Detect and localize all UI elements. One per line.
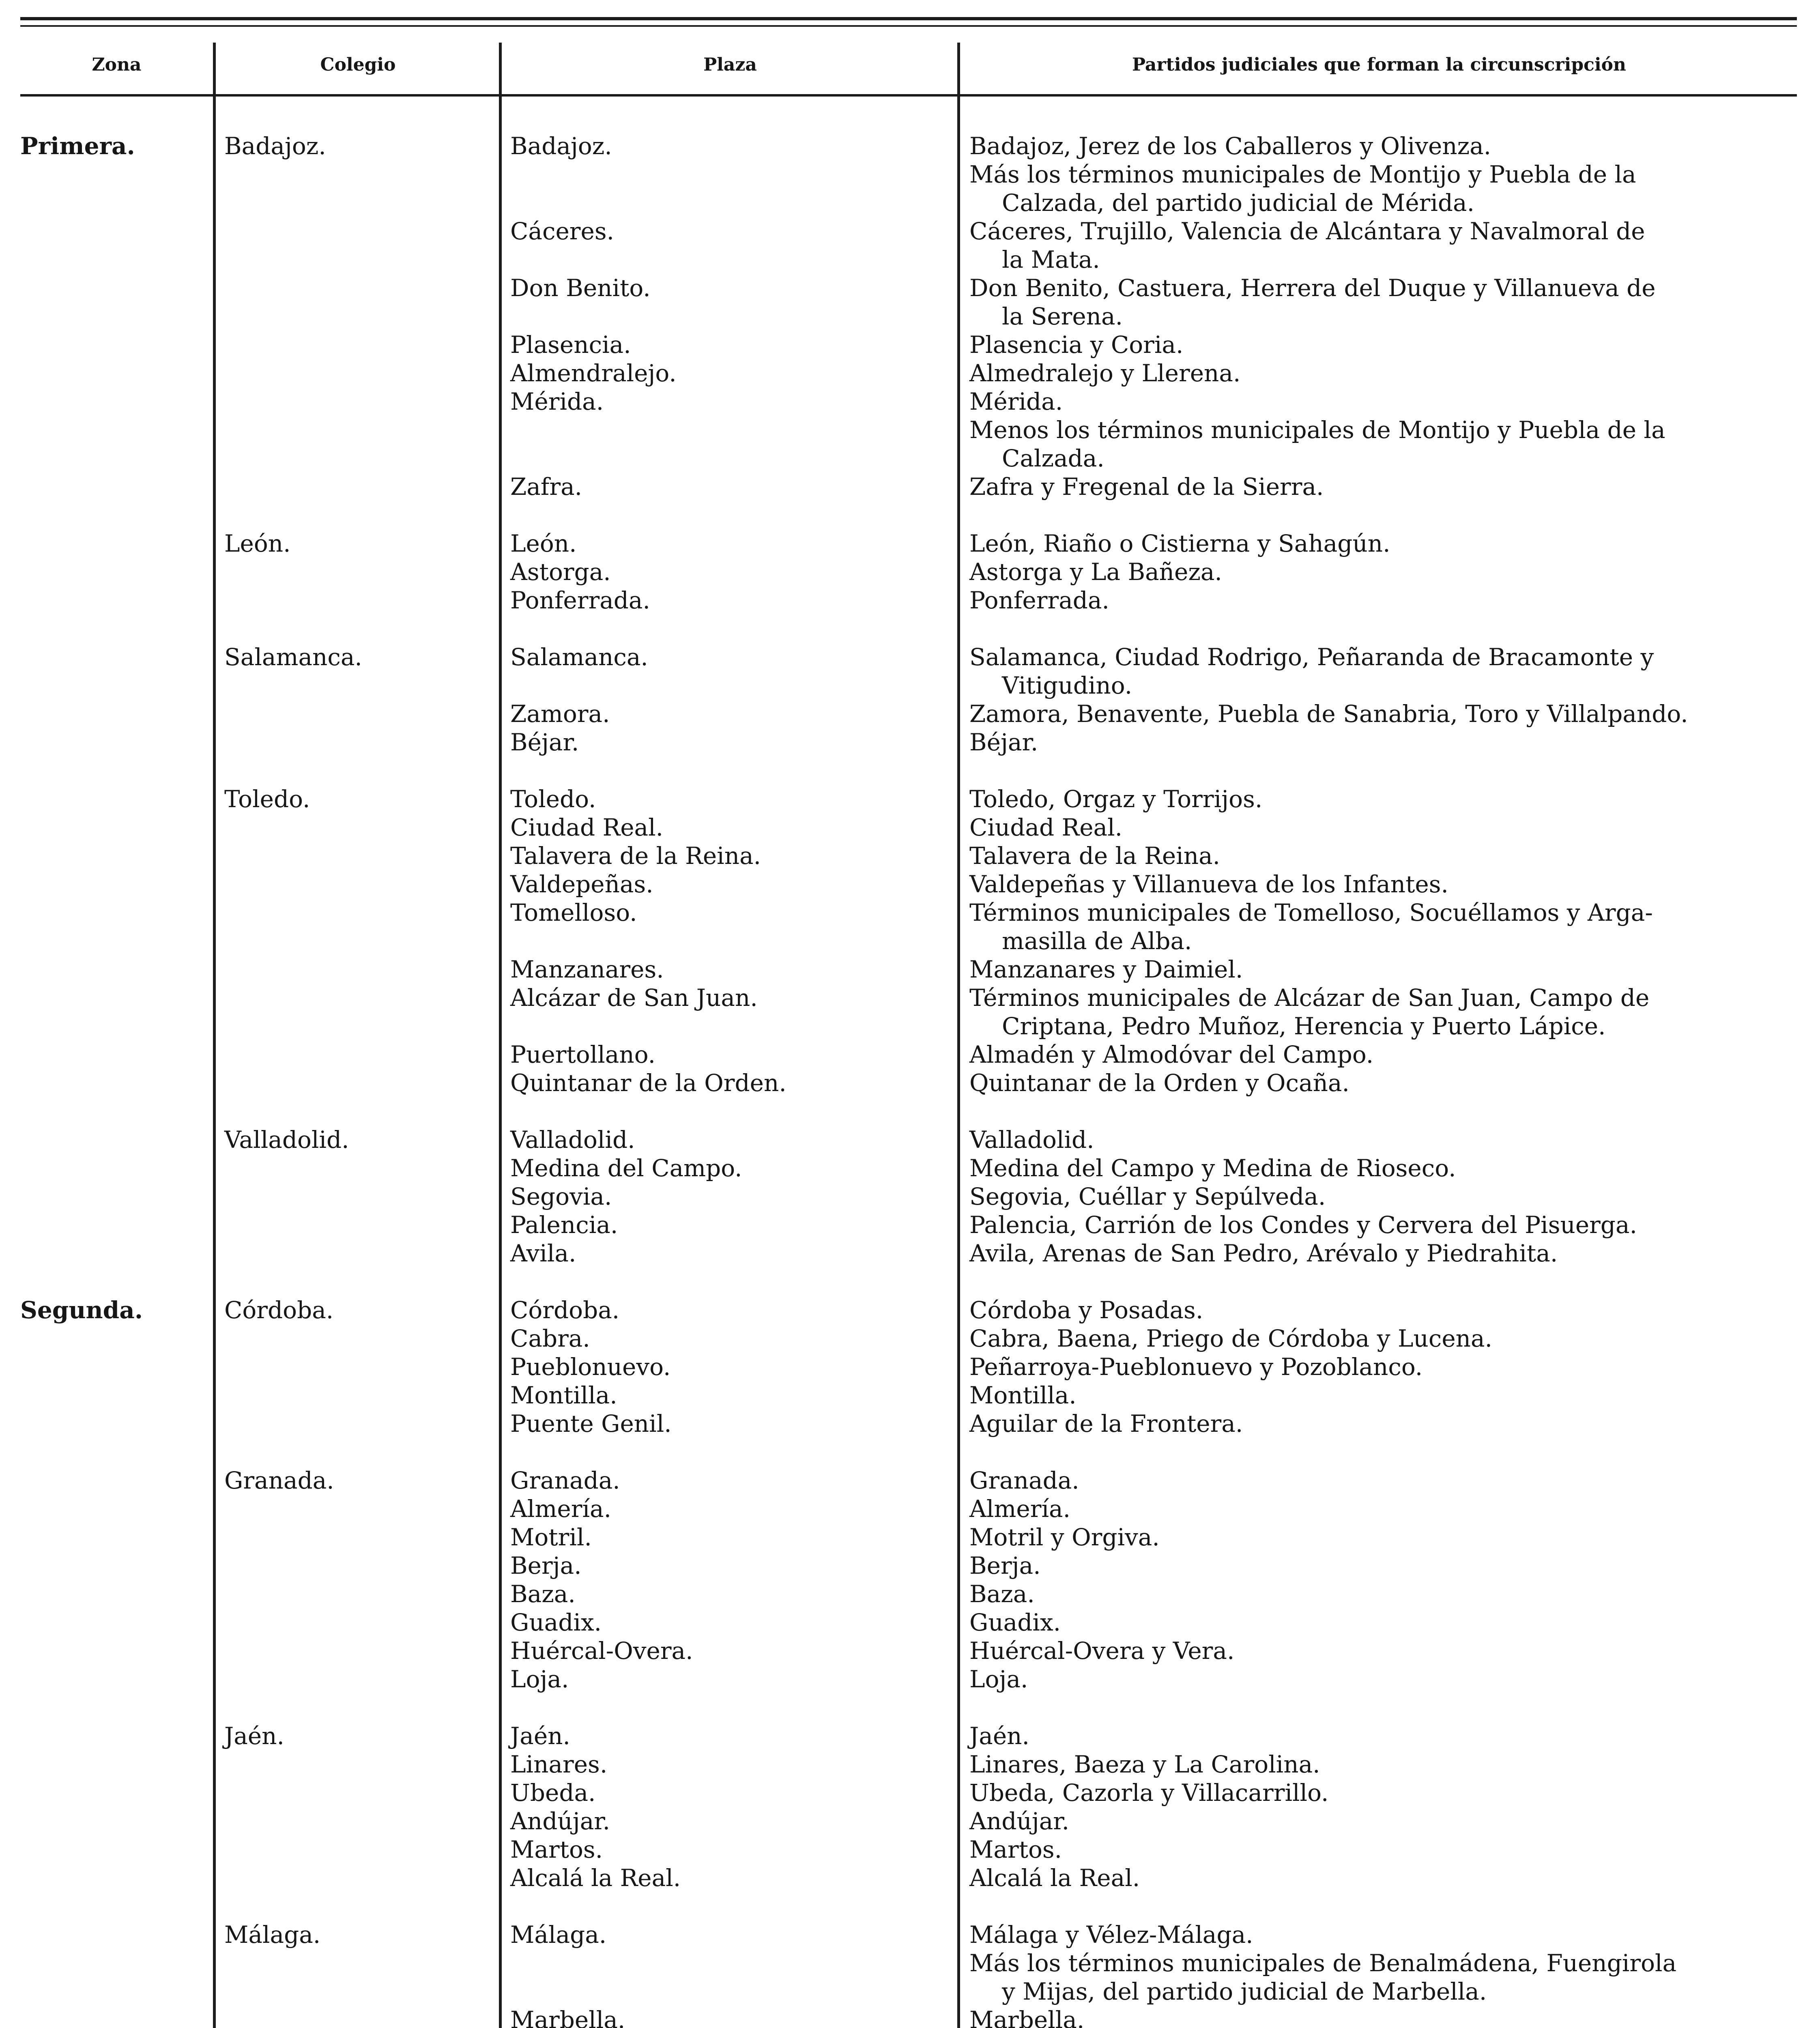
partidos-cell: Baza. xyxy=(969,1580,1035,1608)
plaza-cell: Baza. xyxy=(510,1580,576,1608)
plaza-cell: Mérida. xyxy=(510,388,604,415)
partidos-cell: Calzada, del partido judicial de Mérida. xyxy=(1002,189,1475,217)
column-divider-1 xyxy=(213,43,216,2028)
plaza-cell: Don Benito. xyxy=(510,274,651,302)
partidos-cell: Jaén. xyxy=(969,1722,1029,1750)
plaza-cell: Guadix. xyxy=(510,1609,602,1636)
partidos-cell: y Mijas, del partido judicial de Marbella. xyxy=(1002,1978,1487,2005)
plaza-cell: Manzanares. xyxy=(510,956,664,983)
partidos-cell: Berja. xyxy=(969,1552,1041,1579)
partidos-cell: Ubeda, Cazorla y Villacarrillo. xyxy=(969,1779,1329,1807)
plaza-cell: Córdoba. xyxy=(510,1296,620,1324)
partidos-cell: Medina del Campo y Medina de Rioseco. xyxy=(969,1154,1456,1182)
plaza-cell: Zafra. xyxy=(510,473,582,501)
top-rule-thin xyxy=(20,25,1797,27)
plaza-cell: Ponferrada. xyxy=(510,586,650,614)
partidos-cell: Astorga y La Bañeza. xyxy=(969,558,1222,586)
plaza-cell: Loja. xyxy=(510,1665,569,1693)
partidos-cell: Almadén y Almodóvar del Campo. xyxy=(969,1041,1374,1068)
partidos-cell: Almería. xyxy=(969,1495,1071,1523)
plaza-cell: Puente Genil. xyxy=(510,1410,672,1437)
partidos-cell: Avila, Arenas de San Pedro, Arévalo y Piedrahita. xyxy=(969,1240,1558,1267)
plaza-cell: Linares. xyxy=(510,1751,608,1778)
plaza-cell: Motril. xyxy=(510,1523,592,1551)
plaza-cell: Segovia. xyxy=(510,1183,612,1210)
partidos-cell: Martos. xyxy=(969,1836,1062,1863)
colegio-cell: Valladolid. xyxy=(224,1126,349,1154)
plaza-cell: Montilla. xyxy=(510,1381,617,1409)
colegio-cell: Córdoba. xyxy=(224,1296,334,1324)
plaza-cell: Ubeda. xyxy=(510,1779,596,1807)
partidos-cell: masilla de Alba. xyxy=(1002,927,1192,955)
partidos-cell: León, Riaño o Cistierna y Sahagún. xyxy=(969,530,1390,557)
colegio-cell: Málaga. xyxy=(224,1921,321,1949)
header-partidos: Partidos judiciales que forman la circunscripción xyxy=(1132,54,1626,75)
partidos-cell: Marbella. xyxy=(969,2006,1085,2028)
partidos-cell: Linares, Baeza y La Carolina. xyxy=(969,1751,1320,1778)
partidos-cell: Aguilar de la Frontera. xyxy=(969,1410,1243,1437)
colegio-cell: Granada. xyxy=(224,1467,334,1494)
partidos-cell: Béjar. xyxy=(969,728,1038,756)
plaza-cell: Almería. xyxy=(510,1495,612,1523)
partidos-cell: Criptana, Pedro Muñoz, Herencia y Puerto Lápice. xyxy=(1002,1012,1606,1040)
partidos-cell: Menos los términos municipales de Montijo y Puebla de la xyxy=(969,416,1665,444)
partidos-cell: Málaga y Vélez-Málaga. xyxy=(969,1921,1253,1949)
partidos-cell: Valladolid. xyxy=(969,1126,1094,1154)
partidos-cell: la Serena. xyxy=(1002,303,1123,330)
partidos-cell: Palencia, Carrión de los Condes y Cervera del Pisuerga. xyxy=(969,1211,1637,1239)
colegio-cell: León. xyxy=(224,530,291,557)
partidos-cell: Andújar. xyxy=(969,1807,1070,1835)
partidos-cell: Huércal-Overa y Vera. xyxy=(969,1637,1235,1665)
partidos-cell: Zafra y Fregenal de la Sierra. xyxy=(969,473,1324,501)
column-divider-2 xyxy=(499,43,502,2028)
zona-cell: Primera. xyxy=(20,132,135,160)
plaza-cell: León. xyxy=(510,530,577,557)
plaza-cell: Málaga. xyxy=(510,1921,607,1949)
partidos-cell: Motril y Orgiva. xyxy=(969,1523,1160,1551)
partidos-cell: Vitigudino. xyxy=(1002,672,1132,699)
partidos-cell: Montilla. xyxy=(969,1381,1077,1409)
partidos-cell: Cabra, Baena, Priego de Córdoba y Lucena. xyxy=(969,1325,1493,1352)
partidos-cell: Guadix. xyxy=(969,1609,1061,1636)
plaza-cell: Zamora. xyxy=(510,700,610,728)
partidos-cell: Manzanares y Daimiel. xyxy=(969,956,1243,983)
partidos-cell: Quintanar de la Orden y Ocaña. xyxy=(969,1069,1349,1097)
partidos-cell: Zamora, Benavente, Puebla de Sanabria, Toro y Villalpando. xyxy=(969,700,1688,728)
colegio-cell: Toledo. xyxy=(224,785,310,813)
plaza-cell: Medina del Campo. xyxy=(510,1154,742,1182)
partidos-cell: Almedralejo y Llerena. xyxy=(969,359,1241,387)
plaza-cell: Béjar. xyxy=(510,728,579,756)
plaza-cell: Toledo. xyxy=(510,785,596,813)
partidos-cell: Córdoba y Posadas. xyxy=(969,1296,1203,1324)
plaza-cell: Almendralejo. xyxy=(510,359,677,387)
plaza-cell: Plasencia. xyxy=(510,331,631,359)
plaza-cell: Berja. xyxy=(510,1552,582,1579)
plaza-cell: Alcázar de San Juan. xyxy=(510,984,758,1012)
partidos-cell: Granada. xyxy=(969,1467,1079,1494)
partidos-cell: Ponferrada. xyxy=(969,586,1109,614)
partidos-cell: Alcalá la Real. xyxy=(969,1864,1140,1892)
column-divider-3 xyxy=(957,43,960,2028)
colegio-cell: Badajoz. xyxy=(224,132,326,160)
top-rule-thick xyxy=(20,17,1797,20)
partidos-cell: Más los términos municipales de Montijo y Puebla de la xyxy=(969,161,1636,188)
partidos-cell: Valdepeñas y Villanueva de los Infantes. xyxy=(969,870,1448,898)
plaza-cell: Valladolid. xyxy=(510,1126,635,1154)
plaza-cell: Puertollano. xyxy=(510,1041,656,1068)
header-zona: Zona xyxy=(92,54,142,75)
partidos-cell: Más los términos municipales de Benalmádena, Fuengirola xyxy=(969,1949,1677,1977)
partidos-cell: Segovia, Cuéllar y Sepúlveda. xyxy=(969,1183,1326,1210)
partidos-cell: Don Benito, Castuera, Herrera del Duque y Villanueva de xyxy=(969,274,1656,302)
partidos-cell: Términos municipales de Alcázar de San Juan, Campo de xyxy=(969,984,1650,1012)
plaza-cell: Andújar. xyxy=(510,1807,610,1835)
plaza-cell: Jaén. xyxy=(510,1722,570,1750)
header-colegio: Colegio xyxy=(320,54,396,75)
partidos-cell: Loja. xyxy=(969,1665,1028,1693)
header-plaza: Plaza xyxy=(703,54,757,75)
plaza-cell: Martos. xyxy=(510,1836,603,1863)
header-rule xyxy=(20,94,1797,97)
partidos-cell: Términos municipales de Tomelloso, Socuéllamos y Arga- xyxy=(969,899,1653,926)
plaza-cell: Alcalá la Real. xyxy=(510,1864,681,1892)
partidos-cell: la Mata. xyxy=(1002,246,1100,273)
partidos-cell: Cáceres, Trujillo, Valencia de Alcántara y Navalmoral de xyxy=(969,217,1645,245)
plaza-cell: Granada. xyxy=(510,1467,620,1494)
plaza-cell: Marbella. xyxy=(510,2006,625,2028)
plaza-cell: Talavera de la Reina. xyxy=(510,842,761,870)
plaza-cell: Cáceres. xyxy=(510,217,615,245)
plaza-cell: Pueblonuevo. xyxy=(510,1353,671,1381)
partidos-cell: Talavera de la Reina. xyxy=(969,842,1220,870)
partidos-cell: Calzada. xyxy=(1002,445,1104,472)
plaza-cell: Huércal-Overa. xyxy=(510,1637,693,1665)
plaza-cell: Quintanar de la Orden. xyxy=(510,1069,786,1097)
plaza-cell: Ciudad Real. xyxy=(510,814,664,841)
partidos-cell: Peñarroya-Pueblonuevo y Pozoblanco. xyxy=(969,1353,1423,1381)
plaza-cell: Avila. xyxy=(510,1240,576,1267)
plaza-cell: Salamanca. xyxy=(510,643,648,671)
zona-cell: Segunda. xyxy=(20,1296,143,1324)
plaza-cell: Astorga. xyxy=(510,558,611,586)
plaza-cell: Tomelloso. xyxy=(510,899,637,926)
partidos-cell: Ciudad Real. xyxy=(969,814,1123,841)
colegio-cell: Salamanca. xyxy=(224,643,362,671)
plaza-cell: Palencia. xyxy=(510,1211,618,1239)
plaza-cell: Cabra. xyxy=(510,1325,590,1352)
partidos-cell: Toledo, Orgaz y Torrijos. xyxy=(969,785,1263,813)
plaza-cell: Valdepeñas. xyxy=(510,870,653,898)
plaza-cell: Badajoz. xyxy=(510,132,612,160)
colegio-cell: Jaén. xyxy=(224,1722,284,1750)
partidos-cell: Plasencia y Coria. xyxy=(969,331,1184,359)
partidos-cell: Mérida. xyxy=(969,388,1063,415)
partidos-cell: Salamanca, Ciudad Rodrigo, Peñaranda de Bracamonte y xyxy=(969,643,1654,671)
partidos-cell: Badajoz, Jerez de los Caballeros y Olivenza. xyxy=(969,132,1491,160)
